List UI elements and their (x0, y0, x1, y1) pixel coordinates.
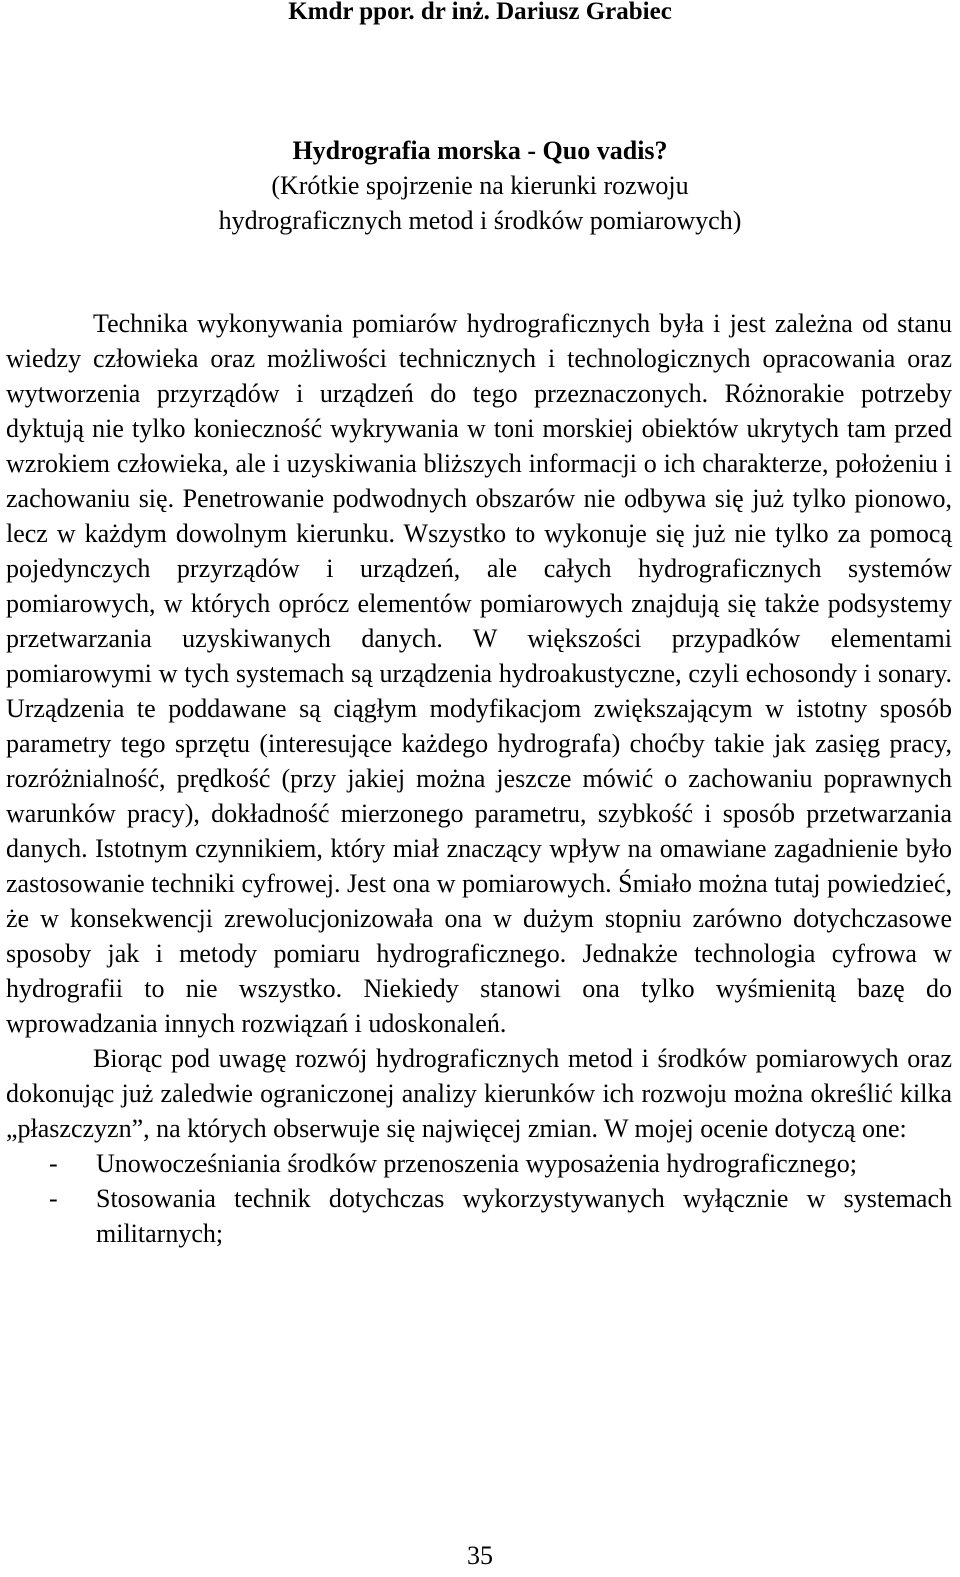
article-title: Hydrografia morska - Quo vadis? (292, 136, 668, 165)
article-subtitle-line-1: (Krótkie spojrzenie na kierunki rozwoju (271, 171, 689, 200)
article-body (6, 306, 952, 1251)
list-item (6, 1181, 952, 1251)
body-paragraph-2: Biorąc pod uwagę rozwój hydrograficznych metod i środków pomiarowych oraz dokonując już zaledwie ograniczonej analizy kierunków ich rozwoju można określić kilka „płaszczyzn”, na których obserwuje się najwięcej zmian. W mojej ocenie dotyczą one: (6, 1044, 952, 1143)
list-dash: - (49, 1149, 58, 1178)
page-number: 35 (467, 1541, 493, 1570)
article-title-block (0, 133, 960, 238)
article-subtitle-line-2: hydrograficznych metod i środków pomiarowych) (218, 206, 742, 235)
list-dash: - (49, 1184, 58, 1213)
author-header: Kmdr ppor. dr inż. Dariusz Grabiec (288, 0, 672, 25)
list-item-text: Stosowania technik dotychczas wykorzystywanych wyłącznie w systemach militarnych; (96, 1184, 952, 1248)
dash-list (6, 1146, 952, 1251)
list-item-text: Unowocześniania środków przenoszenia wyposażenia hydrograficznego; (96, 1149, 857, 1178)
list-item (6, 1146, 952, 1181)
body-paragraph-1: Technika wykonywania pomiarów hydrograficznych była i jest zależna od stanu wiedzy człowieka oraz możliwości technicznych i technologicznych opracowania oraz wytworzenia przyrządów i urządzeń do tego przeznaczonych. Różnorakie potrzeby dyktują nie tylko konieczność wykrywania w toni morskiej obiektów ukrytych tam przed wzrokiem człowieka, ale i uzyskiwania bliższych informacji o ich charakterze, położeniu i zachowaniu się. Penetrowanie podwodnych obszarów nie odbywa się już tylko pionowo, lecz w każdym dowolnym kierunku. Wszystko to wykonuje się już nie tylko za pomocą pojedynczych przyrządów i urządzeń, ale całych hydrograficznych systemów pomiarowych, w których oprócz elementów pomiarowych znajdują się także podsystemy przetwarzania uzyskiwanych danych. W większości przypadków elementami pomiarowymi w tych systemach są urządzenia hydroakustyczne, czyli echosondy i sonary. Urządzenia te poddawane są ciągłym modyfikacjom zwiększającym w istotny sposób parametry tego sprzętu (interesujące każdego hydrografa) choćby takie jak zasięg pracy, rozróżnialność, prędkość (przy jakiej można jeszcze mówić o zachowaniu poprawnych warunków pracy), dokładność mierzonego parametru, szybkość i sposób przetwarzania danych. Istotnym czynnikiem, który miał znaczący wpływ na omawiane zagadnienie było zastosowanie techniki cyfrowej. Jest ona w pomiarowych. Śmiało można tutaj powiedzieć, że w konsekwencji zrewolucjonizowała ona w dużym stopniu zarówno dotychczasowe sposoby jak i metody pomiaru hydrograficznego. Jednakże technologia cyfrowa w hydrografii to nie wszystko. Niekiedy stanowi ona tylko wyśmienitą bazę do wprowadzania innych rozwiązań i udoskonaleń. (6, 309, 952, 1038)
